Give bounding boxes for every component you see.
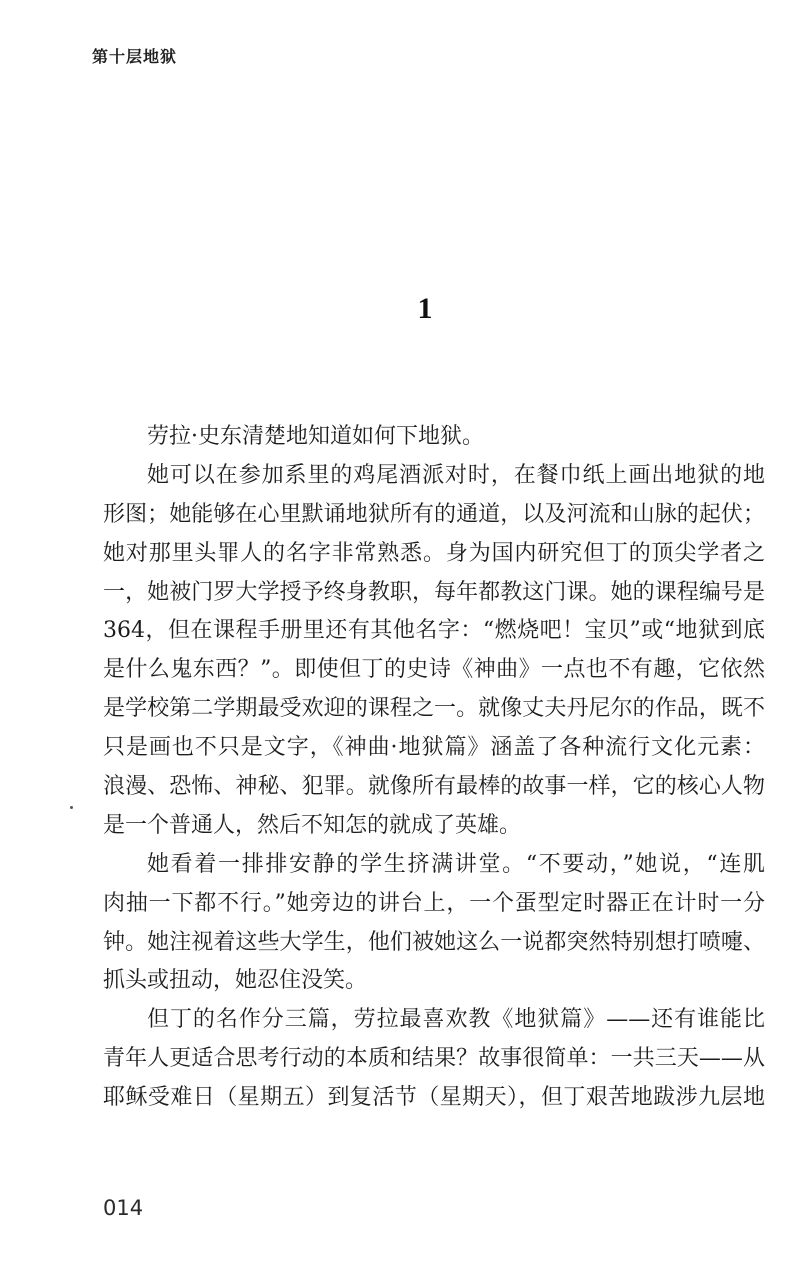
text-line: 钟。她注视着这些大学生，他们被她这么一说都突然特别想打喷嚏、 <box>103 929 765 955</box>
text-line: 是一个普通人，然后不知怎的就成了英雄。 <box>103 812 522 838</box>
text-line: 她看着一排排安静的学生挤满讲堂。“不要动，”她说，“连肌 <box>147 851 765 877</box>
text-line: 浪漫、恐怖、神秘、犯罪。就像所有最棒的故事一样，它的核心人物 <box>103 774 765 800</box>
text-line: 肉抽一下都不行。”她旁边的讲台上，一个蛋型定时器正在计时一分 <box>103 890 765 916</box>
text-line: 抓头或扭动，她忍住没笑。 <box>103 968 368 994</box>
text-line: 但丁的名作分三篇，劳拉最喜欢教《地狱篇》——还有谁能比 <box>147 1007 765 1033</box>
text-line: 形图；她能够在心里默诵地狱所有的通道，以及河流和山脉的起伏； <box>103 501 765 527</box>
body-text <box>103 418 765 1118</box>
text-line: 一，她被门罗大学授予终身教职，每年都教这门课。她的课程编号是 <box>103 579 765 605</box>
text-line: 青年人更适合思考行动的本质和结果？故事很简单：一共三天——从 <box>103 1046 765 1072</box>
text-line: 劳拉·史东清楚地知道如何下地狱。 <box>147 424 484 449</box>
text-line: 她可以在参加系里的鸡尾酒派对时，在餐巾纸上画出地狱的地 <box>147 462 765 488</box>
text-line: 是什么鬼东西？”。即使但丁的史诗《神曲》一点也不有趣，它依然 <box>103 657 765 683</box>
text-line: 耶稣受难日（星期五）到复活节（星期天），但丁艰苦地跋涉九层地 <box>103 1085 765 1111</box>
chapter-number: 1 <box>417 292 433 325</box>
page-number: 014 <box>103 1196 144 1220</box>
print-speck <box>70 806 73 809</box>
text-line: 364，但在课程手册里还有其他名字：“燃烧吧！宝贝”或“地狱到底 <box>103 618 765 644</box>
text-line: 她对那里头罪人的名字非常熟悉。身为国内研究但丁的顶尖学者之 <box>103 540 765 566</box>
running-head: 第十层地狱 <box>92 47 178 66</box>
text-line: 是学校第二学期最受欢迎的课程之一。就像丈夫丹尼尔的作品，既不 <box>103 696 765 722</box>
text-line: 只是画也不只是文字，《神曲·地狱篇》涵盖了各种流行文化元素： <box>103 735 765 761</box>
